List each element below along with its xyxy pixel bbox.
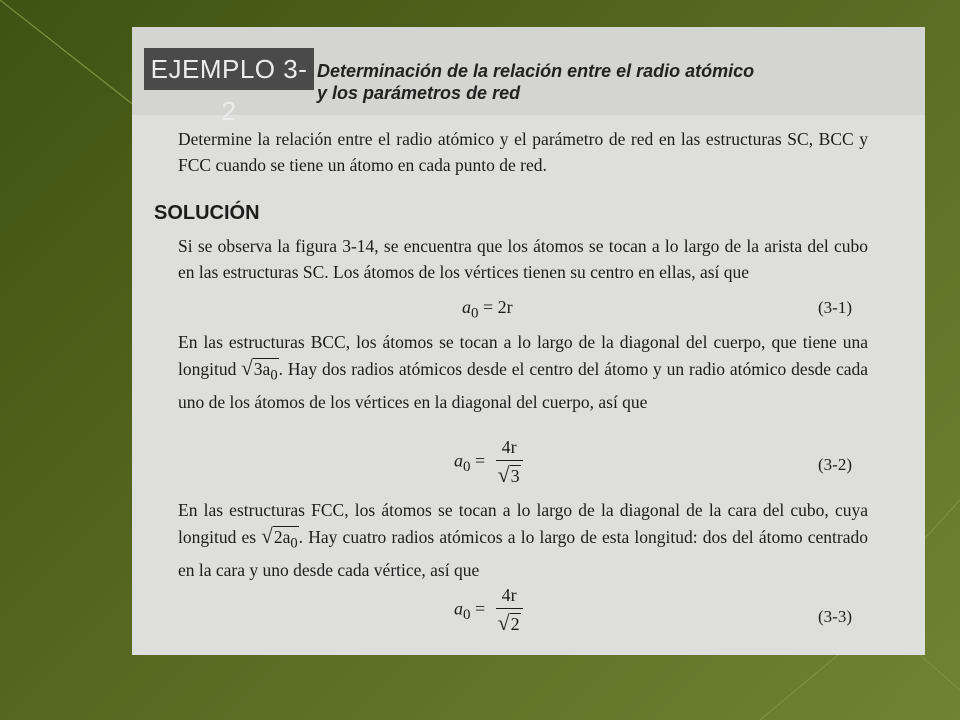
eq3-fraction <box>496 585 523 636</box>
eq3-numerator: 4r <box>496 585 523 609</box>
paragraph-sc: Si se observa la figura 3-14, se encuentra que los átomos se tocan a lo largo de la arista del cubo en las estructuras SC. Los átomos de los vértices tienen su centro en ellas, así que <box>178 236 868 282</box>
textbook-page <box>132 27 925 655</box>
paragraph-bcc <box>178 329 868 415</box>
sqrt-symbol: √ <box>241 356 253 380</box>
equation-number-3-1: (3-1) <box>818 298 852 317</box>
eq2-equals: = <box>475 450 486 471</box>
eq1-sub: 0 <box>471 305 479 322</box>
bcc-sqrt-argument: $3a_0$ <box>253 359 278 384</box>
example-header <box>132 27 925 126</box>
bcc-text-part1: En las estructuras BCC, los átomos se tocan a lo largo de la diagonal del cuerpo, que tiene una longitud <box>178 332 868 379</box>
example-title <box>317 60 754 104</box>
equation-number-3-2: (3-2) <box>818 455 852 474</box>
equation-3-3: $a_0$ = $\frac{4r}{√2}$ <box>454 585 523 636</box>
eq3-equals: = <box>475 598 486 619</box>
example-title-line2: y los parámetros de red <box>317 83 521 103</box>
sqrt-symbol: √ <box>261 524 273 548</box>
equation-number-3-3: (3-3) <box>818 607 852 626</box>
fcc-sqrt-argument: $2a_0$ <box>273 527 298 552</box>
paragraph-fcc <box>178 497 868 583</box>
eq2-numerator: 4r <box>496 437 523 461</box>
example-tag: EJEMPLO 3-2 <box>144 48 314 90</box>
eq3-denominator: √2 <box>497 611 520 635</box>
example-title-line1: Determinación de la relación entre el radio atómico <box>317 61 755 81</box>
equation-3-2: $a_0$ = $\frac{4r}{√3}$ <box>454 437 523 488</box>
solution-heading: SOLUCIÓN <box>154 202 260 224</box>
problem-statement: Determine la relación entre el radio atómico y el parámetro de red en las estructuras SC, BCC y FCC cuando se tiene un átomo en cada punto de red. <box>178 129 868 175</box>
equation-3-1 <box>462 297 513 323</box>
fcc-text-part1: En las estructuras FCC, los átomos se tocan a lo largo de la diagonal de la cara del cubo, cuya longitud es <box>178 500 868 547</box>
fcc-text-part2: . Hay cuatro radios atómicos a lo largo de esta longitud: dos del átomo centrado en la cara y uno desde cada vértice, así que <box>178 527 869 580</box>
eq2-denominator: √3 <box>497 463 520 487</box>
eq1-rhs: = 2r <box>483 297 513 317</box>
bcc-text-part2: . Hay dos radios atómicos desde el centro del átomo y un radio atómico desde cada uno de los átomos de los vértices en la diagonal del cuerpo, así que <box>178 359 868 412</box>
eq2-fraction <box>496 437 523 488</box>
eq1-lhs: a <box>462 297 471 317</box>
